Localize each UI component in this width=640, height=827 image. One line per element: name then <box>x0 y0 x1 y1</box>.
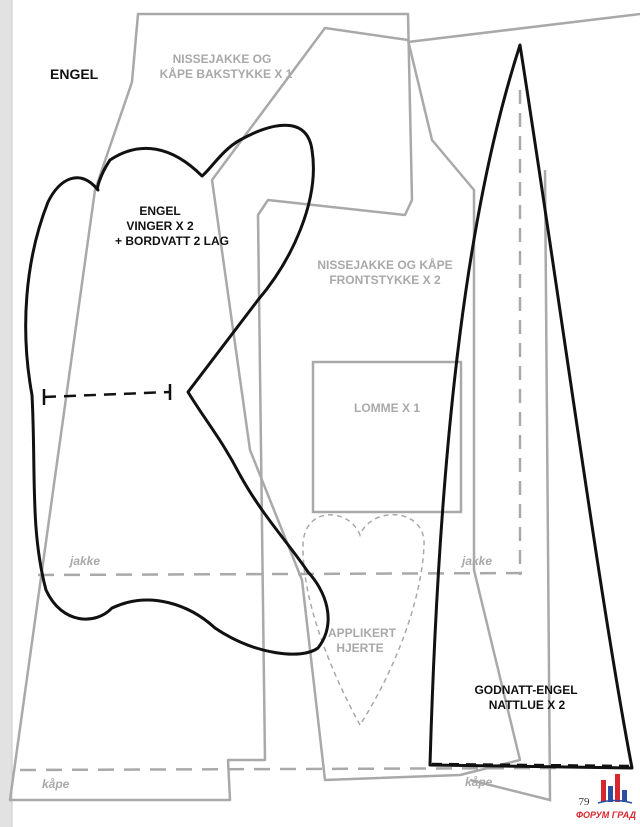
wings-label-line2: VINGER X 2 <box>126 219 194 233</box>
binding-shadow <box>0 0 12 827</box>
back-label-line2: KÅPE BAKSTYKKE X 1 <box>159 67 293 81</box>
back-label-line1: NISSEJAKKE OG <box>172 52 272 66</box>
heart-label-line1: APPLIKERT <box>327 626 397 640</box>
page-number: 79 <box>578 796 590 808</box>
jakke-label-left: jakke <box>70 554 101 568</box>
hat-label-line2: NATTLUE X 2 <box>488 698 566 712</box>
wing-fold-line <box>44 392 170 397</box>
front-label-line2: FRONTSTYKKE X 2 <box>329 273 441 287</box>
heart-outline <box>303 515 424 725</box>
front-label-line1: NISSEJAKKE OG KÅPE <box>317 258 453 272</box>
back-piece-outline <box>10 14 412 800</box>
watermark-text: ФОРУМ ГРАД <box>575 810 637 820</box>
jakke-label-right: jakke <box>462 554 493 568</box>
hat-label-line1: GODNATT-ENGEL <box>474 683 578 697</box>
kape-label-left: kåpe <box>42 777 70 791</box>
heart-label-line2: HJERTE <box>336 641 384 655</box>
pattern-title: ENGEL <box>50 66 99 82</box>
pocket-outline <box>313 362 461 512</box>
forum-watermark-logo <box>598 774 632 803</box>
wings-label-line1: ENGEL <box>139 204 181 218</box>
pocket-label: LOMME X 1 <box>353 401 421 415</box>
wings-label-line3: + BORDVATT 2 LAG <box>115 234 229 248</box>
kape-label-right: kåpe <box>465 775 493 789</box>
jakke-cut-line <box>38 573 530 575</box>
